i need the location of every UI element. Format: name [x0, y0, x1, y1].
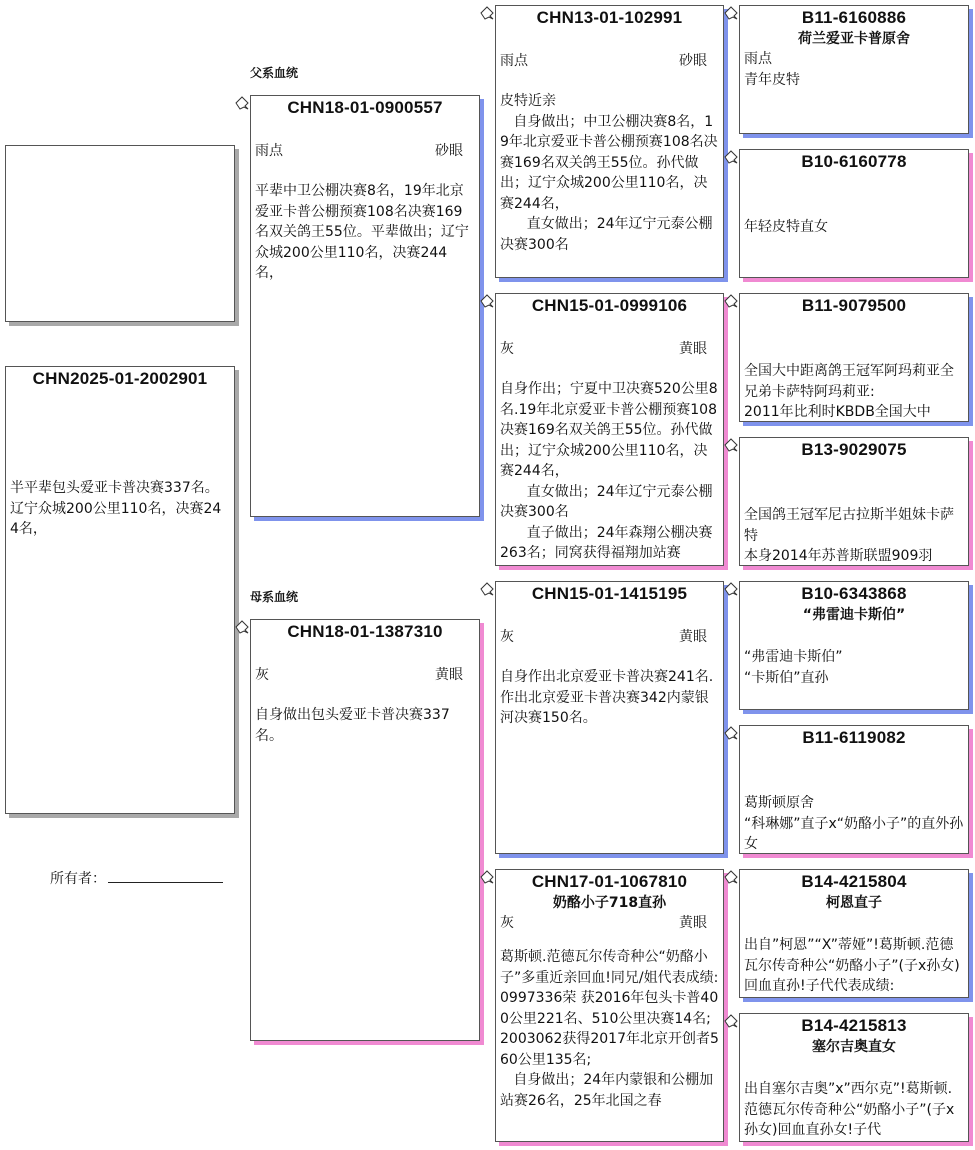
owner-field[interactable] — [50, 868, 223, 888]
sire-dam-eye: 黄眼 — [679, 341, 707, 357]
g4-name: 塞尔吉奥直女 — [812, 1039, 896, 1055]
subject-card[interactable] — [5, 366, 235, 814]
dam-dam-notes: 葛斯顿.范德瓦尔传奇种公“奶酪小子”多重近亲回血!同兄/姐代表成绩: 0997336荣 获2016年包头卡普400公里221名、510公里决赛14名; 2003062获得2017年北京开创者560公里135名; 自身做出；24年内蒙银和公棚加站赛26名，25年北国之春 — [500, 949, 719, 1109]
sire-color: 雨点 — [255, 143, 283, 159]
pin-icon — [480, 6, 494, 20]
pin-icon — [724, 726, 738, 740]
pin-icon — [724, 870, 738, 884]
pin-icon — [724, 1014, 738, 1028]
g4-card-3[interactable] — [739, 293, 969, 422]
g4-name: “弗雷迪卡斯伯” — [802, 607, 906, 623]
g4-ring: B13-9029075 — [801, 440, 907, 459]
dam-sire-color: 灰 — [500, 629, 514, 645]
g4-ring: B11-6119082 — [802, 728, 906, 747]
g4-notes: 年轻皮特直女 — [744, 219, 828, 235]
g4-notes: 全国大中距离鸽王冠军阿玛莉亚全兄弟卡萨特阿玛莉亚: 2011年比利时KBDB全国大中 — [744, 363, 954, 420]
sire-dam-color: 灰 — [500, 341, 514, 357]
subject-ring: CHN2025-01-2002901 — [32, 369, 208, 388]
pin-icon — [724, 150, 738, 164]
dam-notes: 自身做出包头爱亚卡普决赛337名。 — [255, 707, 450, 744]
dam-dam-ring: CHN17-01-1067810 — [531, 872, 688, 891]
g4-card-6[interactable] — [739, 725, 969, 854]
g4-ring: B10-6343868 — [801, 584, 907, 603]
g4-ring: B14-4215813 — [801, 1016, 907, 1035]
pin-icon — [235, 620, 249, 634]
paternal-label: 父系血统 — [250, 66, 299, 80]
pin-icon — [724, 582, 738, 596]
dam-color: 灰 — [255, 667, 269, 683]
dam-eye: 黄眼 — [435, 667, 463, 683]
pin-icon — [724, 294, 738, 308]
g4-name: 柯恩直子 — [826, 895, 882, 911]
g4-card-1[interactable] — [739, 5, 969, 134]
dam-sire-card[interactable] — [495, 581, 724, 854]
dam-sire-eye: 黄眼 — [679, 629, 707, 645]
dam-card[interactable] — [250, 619, 480, 1041]
pin-icon — [480, 870, 494, 884]
photo-box — [5, 145, 235, 322]
pin-icon — [724, 6, 738, 20]
sire-sire-card[interactable] — [495, 5, 724, 278]
sire-eye: 砂眼 — [435, 143, 463, 159]
g4-ring: B10-6160778 — [801, 152, 907, 171]
g4-notes: 全国鸽王冠军尼古拉斯半姐妹卡萨特 本身2014年苏普斯联盟909羽 — [744, 507, 954, 564]
pin-icon — [724, 438, 738, 452]
g4-card-7[interactable] — [739, 869, 969, 998]
g4-card-5[interactable] — [739, 581, 969, 710]
sire-dam-ring: CHN15-01-0999106 — [531, 296, 688, 315]
owner-line[interactable] — [108, 870, 223, 883]
pin-icon — [480, 294, 494, 308]
g4-notes: 葛斯顿原舍 “科琳娜”直子x“奶酪小子”的直外孙女 — [744, 795, 964, 852]
sire-dam-card[interactable] — [495, 293, 724, 566]
dam-sire-notes: 自身作出北京爱亚卡普决赛241名.作出北京爱亚卡普决赛342内蒙银河决赛150名。 — [500, 669, 714, 726]
dam-dam-card[interactable] — [495, 869, 724, 1142]
owner-label: 所有者： — [50, 871, 106, 887]
sire-sire-notes: 皮特近亲 自身做出；中卫公棚决赛8名，19年北京爱亚卡普公棚预赛108名决赛169名双关鸽王55位。孙代做出；辽宁众城200公里110名，决赛244名， 直女做出；24年辽宁元泰公棚决赛300名 — [500, 93, 718, 253]
g4-ring: B11-9079500 — [801, 296, 907, 315]
g4-notes: 青年皮特 — [744, 71, 800, 88]
g4-notes: “弗雷迪卡斯伯” “卡斯伯”直孙 — [744, 649, 843, 686]
dam-ring: CHN18-01-1387310 — [287, 622, 443, 641]
maternal-label: 母系血统 — [250, 590, 299, 604]
g4-color: 雨点 — [744, 51, 772, 67]
g4-card-8[interactable] — [739, 1013, 969, 1142]
sire-ring: CHN18-01-0900557 — [287, 98, 443, 117]
pin-icon — [480, 582, 494, 596]
sire-notes: 平辈中卫公棚决赛8名，19年北京爱亚卡普公棚预赛108名决赛169名双关鸽王55位。平辈做出；辽宁众城200公里110名，决赛244名， — [255, 183, 469, 281]
g4-notes: 出自”柯恩”“X”蒂娅”!葛斯顿.范德瓦尔传奇种公“奶酪小子”(子x孙女)回血直孙!子代代表成绩: — [744, 937, 960, 994]
pin-icon — [235, 96, 249, 110]
sire-sire-eye: 砂眼 — [679, 53, 707, 69]
g4-card-4[interactable] — [739, 437, 969, 566]
subject-notes: 半平辈包头爱亚卡普决赛337名。辽宁众城200公里110名，决赛244名， — [10, 480, 222, 537]
g4-name: 荷兰爱亚卡普原舍 — [798, 31, 910, 47]
g4-ring: B11-6160886 — [801, 8, 907, 27]
sire-card[interactable] — [250, 95, 480, 517]
dam-dam-name: 奶酪小子718直孙 — [552, 895, 667, 911]
sire-sire-ring: CHN13-01-102991 — [536, 8, 683, 27]
g4-notes: 出自塞尔吉奥”x”西尔克”!葛斯顿.范德瓦尔传奇种公“奶酪小子”(子x孙女)回血直孙女!子代 — [744, 1081, 955, 1138]
g4-card-2[interactable] — [739, 149, 969, 278]
dam-dam-color: 灰 — [500, 915, 514, 931]
sire-sire-color: 雨点 — [500, 53, 528, 69]
sire-dam-notes: 自身作出；宁夏中卫决赛520公里8名.19年北京爱亚卡普公棚预赛108决赛169名双关鸽王55位。孙代做出；辽宁众城200公里110名，决赛244名， 直女做出；24年辽宁元泰公棚决赛300名 直子做出；24年森翔公棚决赛263名；同窝获得福翔加站赛 — [500, 381, 718, 561]
g4-ring: B14-4215804 — [801, 872, 907, 891]
dam-dam-eye: 黄眼 — [679, 915, 707, 931]
dam-sire-ring: CHN15-01-1415195 — [531, 584, 688, 603]
